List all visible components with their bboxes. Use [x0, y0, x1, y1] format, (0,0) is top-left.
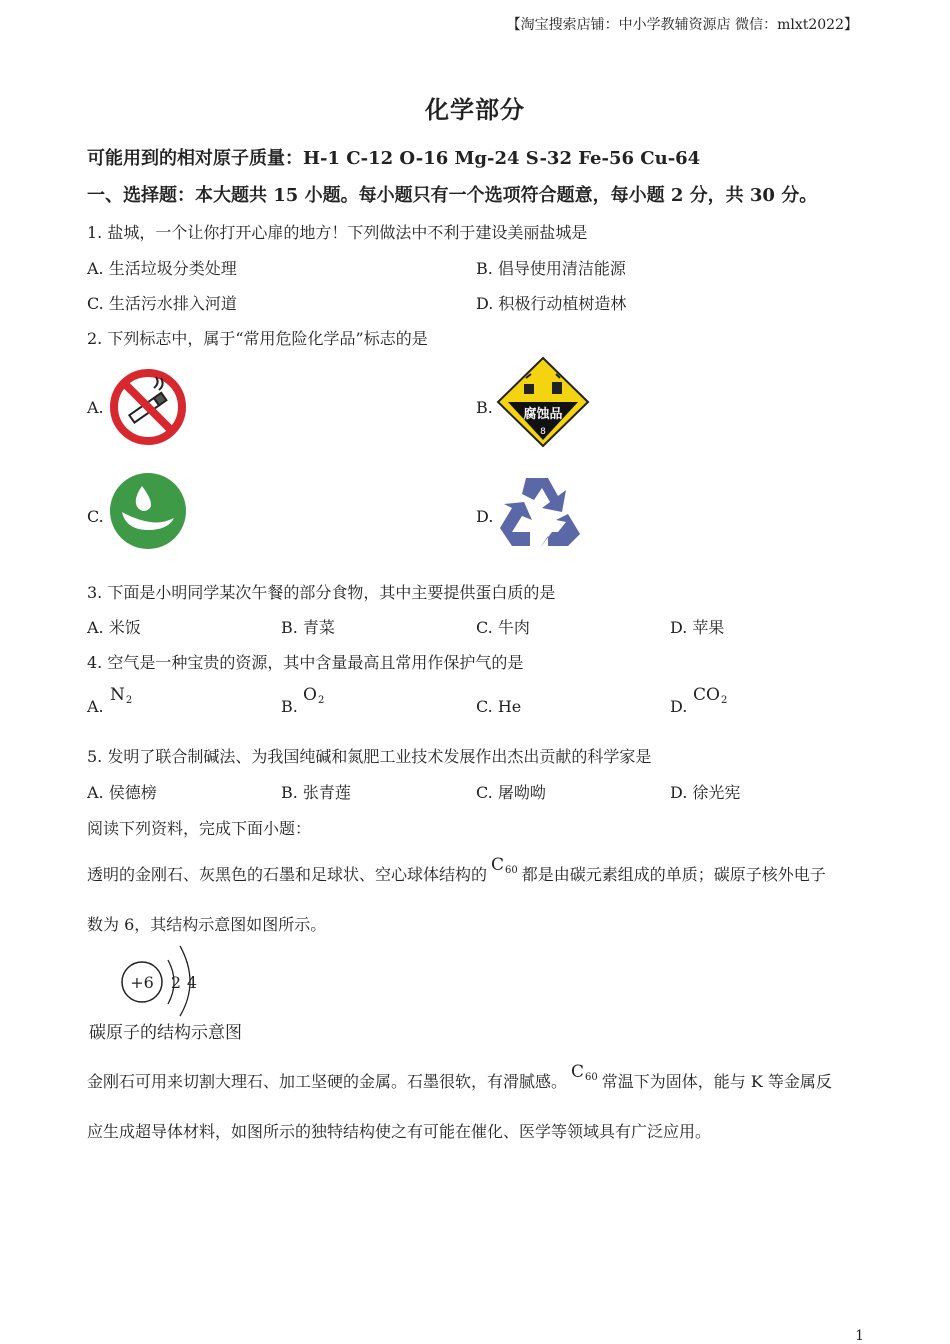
- q4-option-a-letter: A.: [87, 697, 104, 716]
- q2-option-b-letter: B.: [476, 398, 493, 417]
- q2-option-a-letter: A.: [87, 398, 104, 417]
- atomic-masses: 可能用到的相对原子质量：H-1 C-12 O-16 Mg-24 S-32 Fe-56 Cu-64: [87, 148, 701, 169]
- q5-option-a: A. 侯德榜: [87, 783, 157, 802]
- reading-paragraph-1-line-1: 透明的金刚石、灰黑色的石墨和足球状、空心球体结构的 $C_{60}$ 都是由碳元素组成的单质；碳原子核外电子: [87, 855, 826, 884]
- corrosive-class-number: 8: [540, 427, 546, 437]
- q4-option-c: C. He: [476, 697, 522, 716]
- header-note: 【淘宝搜索店铺：中小学教辅资源店 微信：mlxt2022】: [506, 17, 858, 33]
- q4-stem: 4. 空气是一种宝贵的资源，其中含量最高且常用作保护气的是: [87, 653, 524, 672]
- corrosive-hazard-icon: [496, 356, 590, 448]
- atom-nucleus-charge: +6: [130, 973, 154, 992]
- q5-stem: 5. 发明了联合制碱法、为我国纯碱和氮肥工业技术发展作出杰出贡献的科学家是: [87, 747, 652, 766]
- no-smoking-icon: [108, 368, 188, 446]
- q3-option-a: A. 米饭: [87, 618, 141, 637]
- q5-option-b: B. 张青莲: [281, 783, 351, 802]
- q3-option-b: B. 青菜: [281, 618, 335, 637]
- q1-option-b: B. 倡导使用清洁能源: [476, 259, 626, 278]
- c60-formula: $C_{60}$: [491, 855, 518, 876]
- q1-stem: 1. 盐城，一个让你打开心扉的地方！下列做法中不利于建设美丽盐城是: [87, 223, 588, 242]
- recycle-icon: [496, 470, 584, 550]
- q5-option-c: C. 屠呦呦: [476, 783, 546, 802]
- q1-option-d: D. 积极行动植树造林: [476, 294, 627, 313]
- q2-option-c-letter: C.: [87, 507, 104, 526]
- q5-option-d: D. 徐光宪: [670, 783, 741, 802]
- atom-shell-1-electrons: 2: [170, 973, 182, 992]
- c60-formula-2: $C_{60}$: [571, 1062, 598, 1083]
- q3-option-c: C. 牛肉: [476, 618, 530, 637]
- corrosive-label: 腐蚀品: [523, 407, 563, 422]
- q4-formula-co2: $CO_2$: [693, 685, 728, 706]
- q4-formula-n2: $N_2$: [110, 685, 133, 706]
- section-heading: 一、选择题：本大题共 15 小题。每小题只有一个选项符合题意，每小题 2 分，共 30 分。: [87, 185, 818, 206]
- reading-intro: 阅读下列资料，完成下面小题：: [87, 819, 312, 838]
- reading-paragraph-2-line-2: 应生成超导体材料，如图所示的独特结构使之有可能在催化、医学等领域具有广泛应用。: [87, 1122, 712, 1141]
- q1-option-a: A. 生活垃圾分类处理: [87, 259, 237, 278]
- water-saving-icon: [108, 472, 188, 550]
- q2-stem: 2. 下列标志中，属于“常用危险化学品”标志的是: [87, 329, 428, 348]
- q4-formula-o2: $O_2$: [303, 685, 325, 706]
- carbon-atom-structure-diagram: [118, 942, 208, 1022]
- page-number: 1: [855, 1328, 864, 1344]
- q3-option-d: D. 苹果: [670, 618, 725, 637]
- reading-paragraph-1-line-2: 数为 6，其结构示意图如图所示。: [87, 915, 327, 934]
- q2-option-d-letter: D.: [476, 507, 494, 526]
- q4-option-b-letter: B.: [281, 697, 298, 716]
- reading-paragraph-2-line-1: 金刚石可用来切割大理石、加工坚硬的金属。石墨很软，有滑腻感。 $C_{60}$ 常温下为固体，能与 K 等金属反: [87, 1062, 832, 1091]
- page-title: 化学部分: [425, 95, 525, 124]
- diagram-caption: 碳原子的结构示意图: [89, 1023, 242, 1043]
- atom-shell-2-electrons: 4: [186, 973, 198, 992]
- q1-option-c: C. 生活污水排入河道: [87, 294, 237, 313]
- q4-option-d-letter: D.: [670, 697, 688, 716]
- q3-stem: 3. 下面是小明同学某次午餐的部分食物，其中主要提供蛋白质的是: [87, 583, 556, 602]
